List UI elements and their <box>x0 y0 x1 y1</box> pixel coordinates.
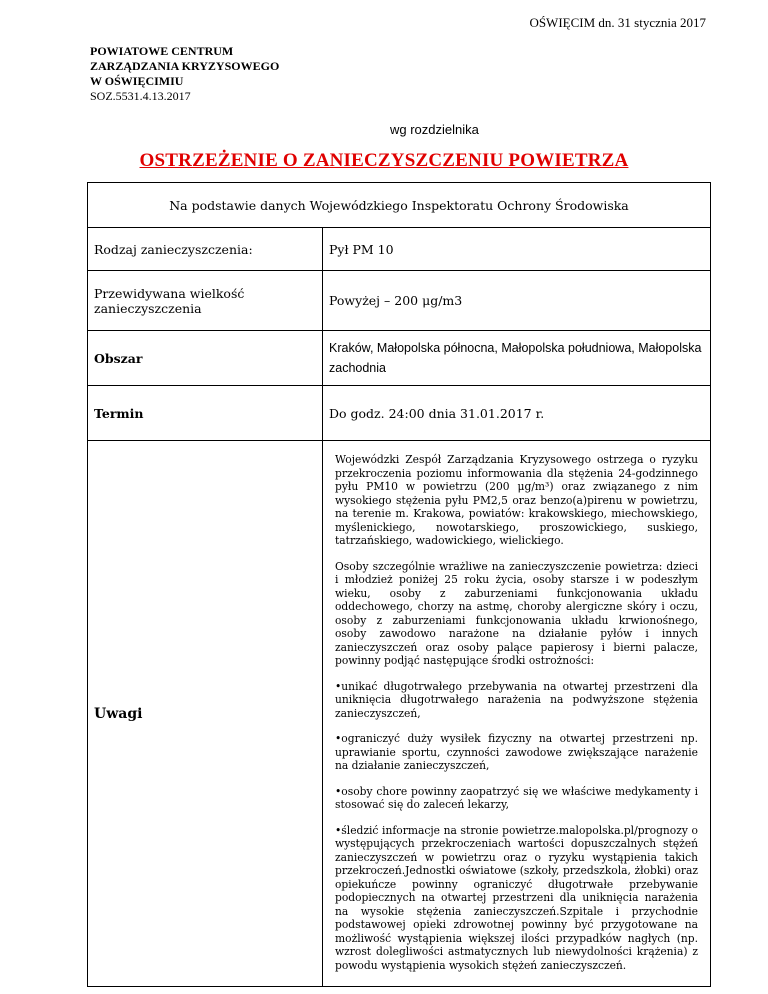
remarks-paragraph: •ograniczyć duży wysiłek fizyczny na otwartej przestrzeni np. uprawianie sportu, czynności zawodowe zwiększające narażenie na działanie zanieczyszczeń, <box>335 732 698 772</box>
document-date: OŚWIĘCIM dn. 31 stycznia 2017 <box>529 15 706 30</box>
table-row <box>88 441 711 987</box>
pollutant-type-label: Rodzaj zanieczyszczenia: <box>88 228 323 271</box>
pollutant-type-value: Pył PM 10 <box>323 228 711 271</box>
reference-number: SOZ.5531.4.13.2017 <box>90 89 191 103</box>
remarks-paragraph: •osoby chore powinny zaopatrzyć się we właściwe medykamenty i stosować się do zaleceń lekarzy, <box>335 784 698 811</box>
remarks-paragraph: •unikać długotrwałego przebywania na otwartej przestrzeni dla uniknięcia długotrwałego narażenia na podwyższone stężenia zanieczyszczeń, <box>335 679 698 720</box>
table-row <box>88 183 711 228</box>
remarks-label: Uwagi <box>88 441 323 987</box>
issuer-block <box>90 44 279 104</box>
issuer-line-3: W OŚWIĘCIMIU <box>90 74 184 88</box>
remarks-paragraph: Wojewódzki Zespół Zarządzania Kryzysowego ostrzega o ryzyku przekroczenia poziomu informowania dla stężenia 24-godzinnego pyłu PM10 w powietrzu (200 μg/m³) oraz związanego z nim wysokiego stężenia pyłu PM2,5 oraz benzo(a)pirenu w powietrzu, na terenie m. Krakowa, powiatów: krakowskiego, miechowskiego, myślenickiego, nowotarskiego, proszowickiego, suskiego, tatrzańskiego, wadowickiego, wielickiego. <box>335 453 698 547</box>
remarks-paragraph: Osoby szczególnie wrażliwe na zanieczyszczenie powietrza: dzieci i młodzież poniżej 25 roku życia, osoby starsze i w podeszłym wieku, osoby z zaburzeniami funkcjonowania układu oddechowego, chorzy na astmę, choroby alergiczne skóry i oczu, osoby z zaburzeniami funkcjonowania układu krwionośnego, osoby zawodowo narażone na działanie pyłów i innych zanieczyszczeń oraz osoby palące papierosy i bierni palacze, powinny podjąć następujące środki ostrożności: <box>335 559 698 667</box>
deadline-value: Do godz. 24:00 dnia 31.01.2017 r. <box>323 386 711 441</box>
document-title: OSTRZEŻENIE O ZANIECZYSZCZENIU POWIETRZA <box>139 150 629 171</box>
table-row <box>88 271 711 331</box>
issuer-line-2: ZARZĄDZANIA KRYZYSOWEGO <box>90 59 280 73</box>
pollution-level-label: Przewidywana wielkość zanieczyszczenia <box>88 271 323 331</box>
issuer-line-1: POWIATOWE CENTRUM <box>90 44 234 58</box>
table-row <box>88 331 711 386</box>
remarks-cell <box>323 441 711 987</box>
deadline-label: Termin <box>88 386 323 441</box>
recipient-line: wg rozdzielnika <box>390 122 479 137</box>
warning-table <box>87 182 711 987</box>
table-row <box>88 386 711 441</box>
area-label: Obszar <box>88 331 323 386</box>
pollution-level-value: Powyżej – 200 μg/m3 <box>323 271 711 331</box>
area-value: Kraków, Małopolska północna, Małopolska południowa, Małopolska zachodnia <box>323 331 711 386</box>
data-source-cell: Na podstawie danych Wojewódzkiego Inspektoratu Ochrony Środowiska <box>88 183 711 228</box>
table-row <box>88 228 711 271</box>
remarks-paragraph: •śledzić informacje na stronie powietrze.malopolska.pl/prognozy o występujących przekroczeniach wartości dopuszczalnych stężeń zanieczyszczeń w powietrzu oraz o ryzyku wystąpienia takich przekroczeń.Jednostki oświatowe (szkoły, przedszkola, żłobki) oraz opiekuńcze powinny ograniczyć długotrwałe przebywanie podopiecznych na otwartej przestrzeni dla uniknięcia narażenia na wysokie stężenia zanieczyszczeń.Szpitale i przychodnie podstawowej opieki zdrowotnej powinny być przygotowane na możliwość wystąpienia większej ilości przypadków nagłych (np. wzrost dolegliwości astmatycznych lub niewydolności krążenia) z powodu wystąpienia wysokich stężeń zanieczyszczeń. <box>335 823 698 972</box>
